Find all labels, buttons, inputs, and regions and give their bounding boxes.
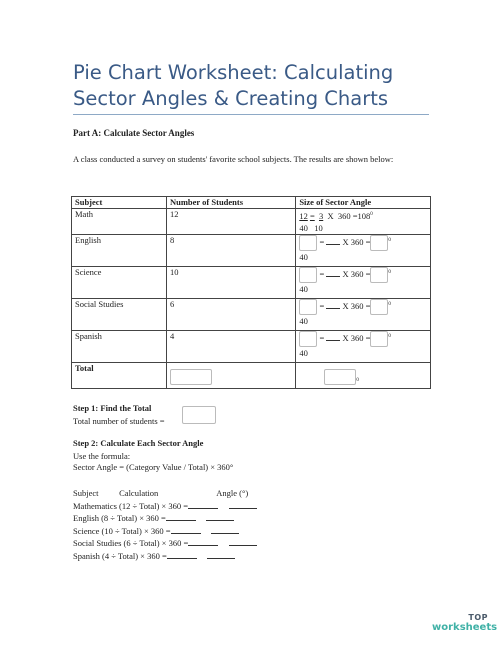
equals-sign: = (319, 236, 325, 247)
angle-input[interactable] (370, 235, 388, 251)
students-cell: 8 (166, 234, 295, 266)
result: = (365, 236, 371, 247)
formula-text: Sector Angle = (Category Value / Total) × 360° (73, 462, 234, 472)
topworksheets-logo (432, 613, 498, 633)
subject-cell: Spanish (72, 330, 167, 362)
students-cell: 4 (166, 330, 295, 362)
table-row (72, 330, 431, 362)
numerator-input[interactable] (299, 235, 317, 251)
page-title: Pie Chart Worksheet: Calculating Sector Angles & Creating Charts (73, 61, 394, 110)
calc-line: English (8 ÷ Total) × 360 = (73, 512, 257, 525)
step2-heading: Step 2: Calculate Each Sector Angle (73, 438, 204, 448)
calc-header-calculation: Calculation (119, 488, 159, 498)
numerator-input[interactable] (299, 331, 317, 347)
students-cell: 10 (166, 266, 295, 298)
table-row (72, 298, 431, 330)
equals-sign: = (309, 210, 315, 221)
angle-input[interactable] (370, 267, 388, 283)
multiplier: 360 (350, 332, 364, 343)
subject-cell: English (72, 234, 167, 266)
angle-input[interactable] (370, 299, 388, 315)
times-sign: X (342, 268, 349, 279)
part-a-heading: Part A: Calculate Sector Angles (73, 128, 195, 138)
denominator: 40 10 (299, 222, 323, 233)
result: =108 (352, 210, 371, 221)
angle-blank[interactable] (229, 537, 257, 546)
use-formula-text: Use the formula: (73, 451, 131, 461)
calculation-list (73, 488, 257, 563)
denominator: 40 (299, 347, 308, 358)
angle-cell (296, 298, 431, 330)
angle-blank[interactable] (207, 550, 235, 559)
angle-blank[interactable] (206, 512, 234, 521)
calc-line: Social Studies (6 ÷ Total) × 360 = (73, 537, 257, 550)
degree-mark: 0 (388, 333, 391, 339)
logo-worksheets: worksheets (432, 622, 498, 633)
numerator-input[interactable] (299, 299, 317, 315)
times-sign: X (342, 300, 349, 311)
result: = (365, 332, 371, 343)
angle-cell (296, 234, 431, 266)
table-row (72, 209, 431, 235)
times-sign: X (342, 236, 349, 247)
equals-sign: = (319, 300, 325, 311)
degree-mark: 0 (388, 301, 391, 307)
header-subject: Subject (72, 197, 167, 209)
factor-blank[interactable] (326, 300, 340, 309)
numerator-factor: 3 (318, 210, 324, 221)
title-divider (73, 114, 429, 115)
numerator: 12 (299, 210, 308, 221)
angle-blank[interactable] (229, 500, 257, 509)
sector-table (71, 196, 431, 389)
table-row (72, 266, 431, 298)
subject-cell: Social Studies (72, 298, 167, 330)
calc-header-angle: Angle (°) (216, 488, 249, 498)
calc-blank[interactable] (167, 550, 197, 559)
calc-header-subject: Subject (73, 488, 99, 498)
students-cell: 6 (166, 298, 295, 330)
total-students-input[interactable] (170, 369, 212, 385)
angle-blank[interactable] (211, 525, 239, 534)
denominator: 40 (299, 315, 308, 326)
angle-input[interactable] (370, 331, 388, 347)
step1-text: Total number of students = (73, 416, 165, 426)
numerator-input[interactable] (299, 267, 317, 283)
subject-cell: Math (72, 209, 167, 235)
factor-blank[interactable] (326, 236, 340, 245)
degree-mark: 0 (370, 212, 373, 217)
denominator: 40 (299, 283, 308, 294)
factor-blank[interactable] (326, 332, 340, 341)
angle-cell (296, 209, 431, 235)
calc-blank[interactable] (166, 512, 196, 521)
calc-blank[interactable] (171, 525, 201, 534)
degree-mark: 0 (388, 269, 391, 275)
header-angle: Size of Sector Angle (296, 197, 431, 209)
calc-line: Mathematics (12 ÷ Total) × 360 = (73, 500, 257, 513)
result: = (365, 300, 371, 311)
calc-blank[interactable] (188, 537, 218, 546)
total-row (72, 362, 431, 388)
table-row (72, 234, 431, 266)
total-angle-cell (296, 362, 431, 388)
calc-line: Science (10 ÷ Total) × 360 = (73, 525, 257, 538)
total-angle-input[interactable] (324, 369, 356, 385)
degree-mark: 0 (356, 378, 359, 383)
multiplier: 360 (350, 300, 364, 311)
angle-cell (296, 266, 431, 298)
subject-cell: Science (72, 266, 167, 298)
angle-cell (296, 330, 431, 362)
multiplier: 360 (350, 236, 364, 247)
intro-text: A class conducted a survey on students' favorite school subjects. The results are shown below: (73, 154, 394, 164)
denominator: 40 (299, 251, 308, 262)
total-students-cell (166, 362, 295, 388)
factor-blank[interactable] (326, 268, 340, 277)
multiplier: 360 (337, 210, 351, 221)
calc-blank[interactable] (188, 500, 218, 509)
calc-header (73, 488, 257, 500)
equals-sign: = (319, 332, 325, 343)
times-sign: X (342, 332, 349, 343)
total-label: Total (72, 362, 167, 388)
multiplier: 360 (350, 268, 364, 279)
total-students-field[interactable] (182, 406, 216, 424)
equals-sign: = (319, 268, 325, 279)
calc-line: Spanish (4 ÷ Total) × 360 = (73, 550, 257, 563)
result: = (365, 268, 371, 279)
step1-heading: Step 1: Find the Total (73, 403, 152, 413)
logo-top: TOP (468, 613, 488, 622)
times-sign: X (327, 210, 334, 221)
header-students: Number of Students (166, 197, 295, 209)
degree-mark: 0 (388, 237, 391, 243)
students-cell: 12 (166, 209, 295, 235)
